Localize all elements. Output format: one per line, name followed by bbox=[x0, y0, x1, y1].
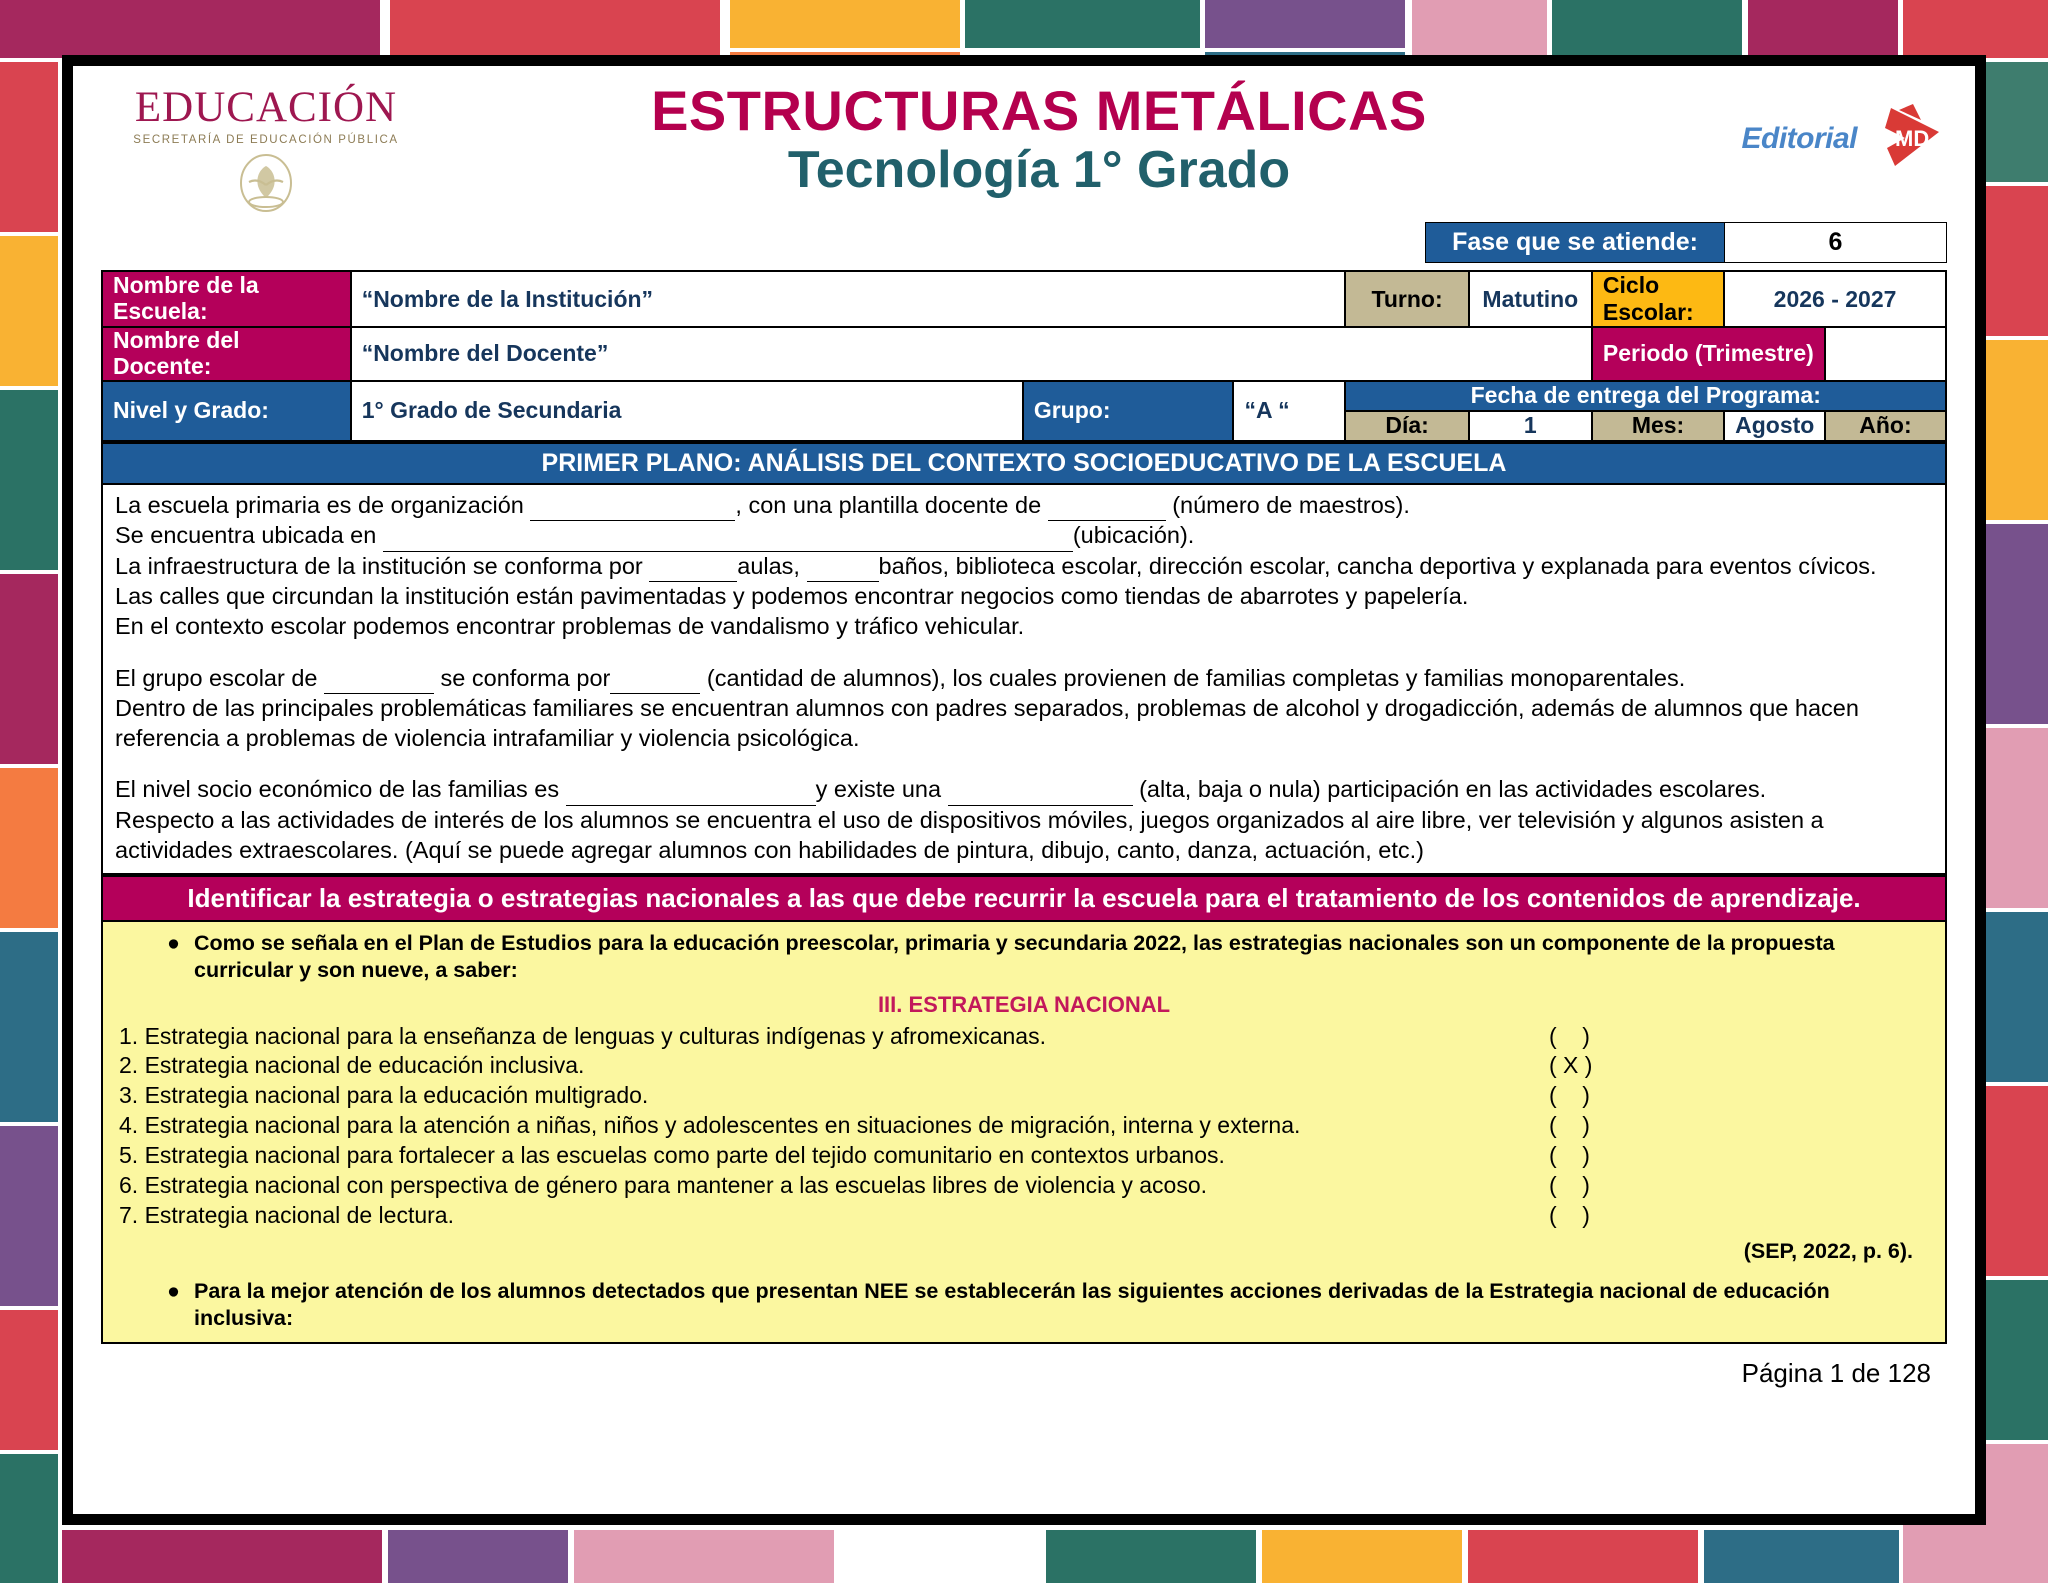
paragraph-socioeconomico bbox=[115, 775, 1933, 806]
p3c-text: baños, biblioteca escolar, dirección escolar, cancha deportiva y explanada para eventos cívicos. bbox=[878, 552, 1877, 579]
paragraph-infraestructura bbox=[115, 552, 1933, 583]
editorial-logo-word: Editorial bbox=[1741, 122, 1857, 155]
blank-line[interactable] bbox=[1048, 491, 1166, 522]
blank-line[interactable] bbox=[566, 775, 816, 806]
list-item-checkbox[interactable]: ( ) bbox=[1549, 1112, 1590, 1139]
svg-text:MD: MD bbox=[1895, 126, 1930, 151]
blank-line[interactable] bbox=[383, 521, 1073, 552]
p8a-text: El nivel socio económico de las familias es bbox=[115, 776, 560, 803]
list-item[interactable] bbox=[119, 1051, 1929, 1081]
periodo-label: Periodo (Trimestre) bbox=[1592, 327, 1825, 381]
paragraph-organizacion bbox=[115, 491, 1933, 522]
p8b-text: y existe una bbox=[815, 776, 942, 803]
editorial-md-logo bbox=[1647, 80, 1947, 172]
docente-value[interactable]: “Nombre del Docente” bbox=[351, 327, 1592, 381]
sep-logo-subtitle: SECRETARÍA DE EDUCACIÓN PÚBLICA bbox=[133, 134, 399, 146]
fase-label: Fase que se atiende: bbox=[1425, 222, 1725, 263]
list-item-checkbox[interactable]: ( ) bbox=[1549, 1142, 1590, 1169]
nivel-label: Nivel y Grado: bbox=[102, 381, 351, 441]
estrategias-banner: Identificar la estrategia o estrategias nacionales a las que debe recurrir la escuela para el tratamiento de los contenidos de aprendizaje. bbox=[101, 875, 1947, 922]
list-item-text: 1. Estrategia nacional para la enseñanza de lenguas y culturas indígenas y afromexicanas. bbox=[119, 1022, 1046, 1049]
mes-label: Mes: bbox=[1592, 411, 1724, 441]
estrategia-nacional-title: III. ESTRATEGIA NACIONAL bbox=[877, 991, 1171, 1017]
periodo-value[interactable] bbox=[1825, 327, 1946, 381]
intro-bullet-text: Como se señala en el Plan de Estudios para la educación preescolar, primaria y secundaria 2022, las estrategias nacionales son un componente de la propuesta curricular y son nueve, a saber: bbox=[194, 931, 1835, 983]
p3a-text: La infraestructura de la institución se conforma por bbox=[115, 552, 643, 579]
ciclo-value[interactable]: 2026 - 2027 bbox=[1724, 271, 1946, 327]
intro-bullet-row bbox=[119, 930, 1929, 984]
paragraph-problematicas: Dentro de las principales problemáticas familiares se encuentran alumnos con padres separados, problemas de alcohol y drogadicción, además de alumnos que hacen referencia a problemas de violencia intrafamiliar y violencia psicológica. bbox=[115, 695, 1859, 751]
title-block bbox=[431, 80, 1647, 198]
paragraph-ubicacion bbox=[115, 521, 1933, 552]
blank-line[interactable] bbox=[324, 664, 434, 695]
bullet-icon: ● bbox=[167, 931, 180, 956]
p1b-text: , con una plantilla docente de bbox=[735, 491, 1042, 518]
p1a-text: La escuela primaria es de organización bbox=[115, 491, 524, 518]
list-item-checkbox[interactable]: ( ) bbox=[1549, 1082, 1590, 1109]
document-sheet bbox=[73, 66, 1975, 1514]
dia-label: Día: bbox=[1345, 411, 1468, 441]
list-item[interactable] bbox=[119, 1141, 1929, 1171]
list-item[interactable] bbox=[119, 1111, 1929, 1141]
paragraph-grupo bbox=[115, 664, 1933, 695]
sep-citation: (SEP, 2022, p. 6). bbox=[1743, 1238, 1913, 1263]
list-item-text: 2. Estrategia nacional de educación inclusiva. bbox=[119, 1052, 585, 1079]
p2b-text: (ubicación). bbox=[1072, 522, 1195, 549]
mexican-coat-of-arms-icon bbox=[235, 152, 297, 214]
paragraph-intereses: Respecto a las actividades de interés de los alumnos se encuentra el uso de dispositivos móviles, juegos organizados al aire libre, ver televisión y algunos asisten a actividades extraescolares. (Aquí se puede agregar alumnos con habilidades de pintura, dibujo, canto, danza, actuación, etc.) bbox=[115, 806, 1824, 863]
page-footer: Página 1 de 128 bbox=[1741, 1357, 1931, 1388]
list-item[interactable] bbox=[119, 1171, 1929, 1201]
document-header bbox=[101, 80, 1947, 220]
docente-label: Nombre del Docente: bbox=[102, 327, 351, 381]
list-item-text: 7. Estrategia nacional de lectura. bbox=[119, 1201, 454, 1228]
p3b-text: aulas, bbox=[737, 552, 800, 579]
fase-row bbox=[101, 222, 1947, 263]
page-title: ESTRUCTURAS METÁLICAS bbox=[651, 79, 1427, 142]
p8c-text: (alta, baja o nula) participación en las actividades escolares. bbox=[1139, 776, 1767, 803]
sep-logo bbox=[101, 80, 431, 219]
escuela-value[interactable]: “Nombre de la Institución” bbox=[351, 271, 1346, 327]
bullet-icon: ● bbox=[167, 1278, 180, 1303]
sep-logo-word: EDUCACIÓN bbox=[134, 84, 398, 131]
p6a-text: El grupo escolar de bbox=[115, 664, 318, 691]
grupo-label: Grupo: bbox=[1023, 381, 1234, 441]
list-item-checkbox[interactable]: ( ) bbox=[1549, 1201, 1590, 1228]
paragraph-contexto: En el contexto escolar podemos encontrar problemas de vandalismo y tráfico vehicular. bbox=[115, 612, 1025, 639]
p6c-text: (cantidad de alumnos), los cuales provienen de familias completas y familias monoparentales. bbox=[706, 664, 1686, 691]
primer-plano-banner: PRIMER PLANO: ANÁLISIS DEL CONTEXTO SOCIOEDUCATIVO DE LA ESCUELA bbox=[101, 442, 1947, 485]
turno-label: Turno: bbox=[1345, 271, 1468, 327]
p2a-text: Se encuentra ubicada en bbox=[115, 522, 377, 549]
blank-line[interactable] bbox=[948, 775, 1133, 806]
primer-plano-body bbox=[101, 485, 1947, 876]
list-item-text: 3. Estrategia nacional para la educación multigrado. bbox=[119, 1082, 649, 1109]
list-item-checkbox[interactable]: ( ) bbox=[1549, 1172, 1590, 1198]
nivel-value[interactable]: 1° Grado de Secundaria bbox=[351, 381, 1023, 441]
blank-line[interactable] bbox=[649, 552, 737, 583]
dia-value[interactable]: 1 bbox=[1469, 411, 1592, 441]
p1c-text: (número de maestros). bbox=[1172, 491, 1410, 518]
list-item-checkbox[interactable]: ( ) bbox=[1549, 1022, 1590, 1049]
closing-bullet-row bbox=[119, 1278, 1929, 1332]
list-item[interactable] bbox=[119, 1081, 1929, 1111]
turno-value[interactable]: Matutino bbox=[1469, 271, 1592, 327]
blank-line[interactable] bbox=[807, 552, 879, 583]
table-row-escuela bbox=[102, 271, 1946, 327]
list-item[interactable] bbox=[119, 1022, 1929, 1052]
page-subtitle: Tecnología 1° Grado bbox=[787, 141, 1291, 200]
list-item-text: 5. Estrategia nacional para fortalecer a las escuelas como parte del tejido comunitario en contextos urbanos. bbox=[119, 1142, 1225, 1169]
blank-line[interactable] bbox=[610, 664, 700, 695]
list-item-checkbox[interactable]: ( X ) bbox=[1549, 1052, 1593, 1079]
estrategias-block bbox=[101, 922, 1947, 1344]
escuela-label: Nombre de la Escuela: bbox=[102, 271, 351, 327]
fase-value[interactable]: 6 bbox=[1725, 222, 1947, 263]
anio-label: Año: bbox=[1825, 411, 1946, 441]
table-row-docente bbox=[102, 327, 1946, 381]
estrategias-list bbox=[119, 1022, 1929, 1231]
table-row-nivel bbox=[102, 381, 1946, 411]
blank-line[interactable] bbox=[530, 491, 735, 522]
paragraph-calles: Las calles que circundan la institución están pavimentadas y podemos encontrar negocios como tiendas de abarrotes y papelería. bbox=[115, 583, 1469, 610]
ciclo-label: Ciclo Escolar: bbox=[1592, 271, 1724, 327]
mes-value[interactable]: Agosto bbox=[1724, 411, 1825, 441]
grupo-value[interactable]: “A “ bbox=[1233, 381, 1345, 441]
p6b-text: se conforma por bbox=[440, 664, 611, 691]
identification-form bbox=[101, 270, 1947, 442]
list-item-text: 4. Estrategia nacional para la atención a niñas, niños y adolescentes en situaciones de migración, interna y externa. bbox=[119, 1112, 1301, 1139]
list-item[interactable] bbox=[119, 1201, 1929, 1231]
fecha-entrega-label: Fecha de entrega del Programa: bbox=[1345, 381, 1946, 411]
closing-bullet-text: Para la mejor atención de los alumnos detectados que presentan NEE se establecerán las siguientes acciones derivadas de la Estrategia nacional de educación inclusiva: bbox=[194, 1278, 1830, 1330]
list-item-text: 6. Estrategia nacional con perspectiva de género para mantener a las escuelas libres de violencia y acoso. bbox=[119, 1172, 1208, 1198]
md-arrow-icon bbox=[1861, 102, 1947, 172]
